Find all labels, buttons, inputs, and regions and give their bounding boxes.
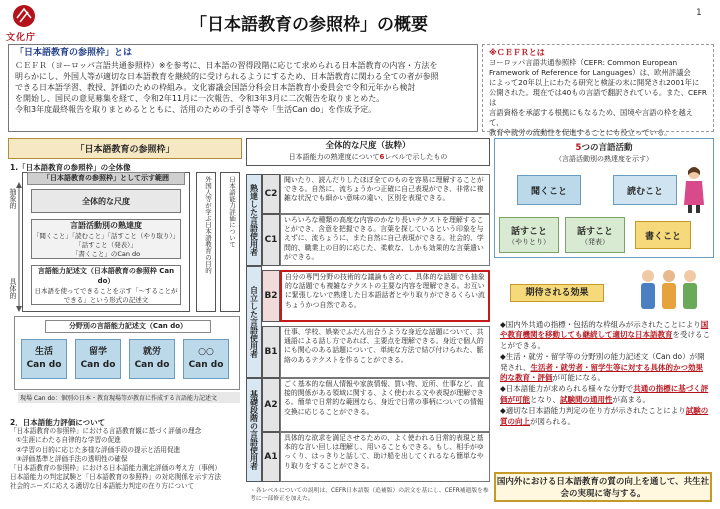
scale-arrow-icon [16, 182, 22, 312]
domain-cando: Can do [134, 360, 170, 370]
domain-study [75, 339, 121, 379]
five-activities-heading [499, 143, 709, 154]
activity-proficiency-box [31, 219, 181, 259]
effect-item: ◆国内外共通の指標・包括的な枠組みが示されたことにより国や教育機関を移動しても継続して適切な日本語教育を受けることができる。 [500, 320, 710, 350]
eval-item: 社会的ニーズに応える適切な日本語能力判定の在り方について [10, 482, 195, 491]
activity-speak-presentation-sub: （発表） [581, 237, 609, 246]
heading-post: つの言語活動 [581, 143, 633, 153]
abstract-label: 抽象的 [9, 188, 17, 209]
effect-highlight: 国や教育機関を移動しても継続して適切な日本語教育 [500, 320, 709, 340]
domain-cando: Can do [188, 360, 224, 370]
domain-work [129, 339, 175, 379]
level-a2-desc: ごく基本的な個人情報や家族情報、買い物、近所、仕事など、直接的関係がある領域に関する、よく使われる文や表現が理解できる。簡単で日常的な範囲なら、身近で日常の事柄についての情報交換に応じることができる。 [280, 378, 490, 432]
cefr-line: 言語資格を承認する根拠にもなるため、国境や言語の枠を越えて、 [489, 108, 694, 127]
level-c2-desc: 聞いたり、読んだりしたほぼ全てのものを容易に理解することができる。自然に、流ちょうかつ正確に自己表現ができ、非常に複雑な状況でも細かい意味の違い、区別を表現できる。 [280, 174, 490, 214]
overall-scale-footnote: ・各レベルについての説明は、CEFR日本語版（追補版）の訳文を基にし、CEFR補遺版を参考に一部修正を加えた。 [250, 488, 489, 502]
domain-cando: Can do [80, 360, 116, 370]
effect-text: 日本語能力が求められる様々な分野で [505, 384, 634, 394]
domain-study-label: 留学 [88, 347, 107, 357]
five-activities-box [494, 138, 714, 258]
final-goal-box: 国内外における日本語教育の質の向上を通して、共生社会の実現に寄与する。 [494, 472, 712, 502]
level-b1-desc: 仕事、学校、娯楽でふだん出合うような身近な話題について、共通語による話し方であれば、主要点を理解できる。身近で個人的にも関心のある話題について、単純な方法で結び付けられた、脈絡のあるテクストを作ることができる。 [280, 326, 490, 378]
effect-text: が高まる。 [612, 394, 650, 404]
subheading-pre: 日本語能力の熟達度について [288, 153, 380, 161]
level-a2: A2 [262, 378, 280, 432]
framework-scope-title: 「日本語教育の参照枠」として示す範囲 [27, 172, 185, 185]
band-proficient: 熟達した言語使用者 [246, 174, 262, 266]
logo-mark-icon [12, 4, 36, 28]
subheading-six: 6 [379, 153, 385, 161]
page-number: 1 [696, 8, 702, 18]
intro-line: を開始し、国民の意見募集を経て、令和2年11月に一次報告、令和3年3月に二次報告を取りまとめた。 [15, 94, 385, 103]
cefr-line: 教育や就労の流動性を促進することにも役立っている。 [489, 128, 672, 137]
people-illustration-icon [634, 266, 704, 314]
activity-speak-interaction-sub: （やりとり） [508, 237, 550, 246]
overall-scale-heading-box [246, 138, 490, 166]
heading-five: 5 [575, 143, 582, 153]
middle-panel [246, 138, 490, 504]
expected-effects-title: 期待される効果 [510, 284, 604, 302]
competence-title: 言語能力記述文（日本語教育の参照枠 Can do） [37, 267, 175, 285]
level-c1-desc: いろいろな種類の高度な内容のかなり長いテクストを理解することができ、含意を把握できる。言葉を探しているという印象を与えずに、流ちょうに、また自然に自己表現ができる。社会的、学問的、職業上の目的に応じた、柔軟な、しかも効果的な言葉遣いができる。 [280, 214, 490, 266]
activity-proficiency-sub2: 「書くこと」のCan do [71, 250, 141, 258]
subheading-post: レベルで示したもの [384, 153, 448, 161]
purpose-side-box: 外国人等が学ぶ日本語教育の目的 [196, 172, 216, 312]
left-panel-heading: 「日本語教育の参照枠」 [8, 138, 242, 159]
competence-sub: 日本語を使ってできることを示す「～することができる」という形式の記述文 [34, 287, 178, 304]
level-b2-desc: 自分の専門分野の技術的な議論も含めて、具体的な話題でも抽象的な話題でも複雑なテクストの主要な内容を理解できる。お互いに緊張しないで熟達した日本語話者とやり取りができるくらい流ちょうかつ自然である。 [280, 270, 490, 322]
speaker-illustration-icon [681, 165, 707, 213]
level-b2: B2 [262, 270, 280, 322]
domain-note: 現場 Can do：個別の日本・教育現場等が教育に作成する言語能力記述文 [18, 392, 240, 403]
level-b1: B1 [262, 326, 280, 378]
domain-other-label: ○○ [198, 347, 214, 357]
cefr-line: によって20年以上にわたる研究と検証の末に開発され2001年に [489, 78, 700, 87]
section1-heading: 1.「日本語教育の参照枠」の全体像 [10, 163, 131, 172]
activity-speak-interaction-label: 話すこと [510, 226, 547, 237]
cefr-line: 公開された。現在では40もの言語で翻訳されている。また、CEFR は [489, 88, 707, 107]
level-c2: C2 [262, 174, 280, 214]
eval-item: ①生涯にわたる自律的な学習の促進 [16, 436, 121, 445]
overall-scale-box: 全体的な尺度 [31, 189, 181, 213]
activity-read: 読むこと [613, 175, 677, 205]
activity-proficiency-title: 言語活動別の熟達度 [70, 221, 142, 230]
eval-item: 「日本語教育の参照枠」における言語教育観に基づく評価の理念 [10, 427, 202, 436]
effect-item: ◆適切な日本語能力判定の在り方が示されたことにより試験の質の向上が図られる。 [500, 406, 709, 426]
cefr-box [482, 44, 714, 137]
band-independent: 自立した言語使用者 [246, 266, 262, 378]
logo-text: 文化庁 [6, 33, 37, 43]
eval-item: 日本語能力の判定試験と「日本語教育の参照枠」の対応関係を示す方法 [10, 473, 221, 482]
eval-item: ②学習の目的に応じた多様な評価手段の提示と活用促進 [16, 445, 181, 454]
effect-highlight: 試験の質の向上 [500, 406, 709, 426]
evaluation-section [10, 418, 221, 492]
intro-line: 明らかにし、外国人等が適切な日本語教育を継続的に受けられるようにするため、日本語教育に関わる全ての者が参照 [15, 72, 439, 81]
eval-item: 「日本語教育の参照枠」における日本語能力測定評価の考え方（事例） [10, 464, 221, 473]
effect-highlight: 生活者・就労者・留学生等に対する具体的かつ効果的な教育・評価 [500, 362, 703, 383]
effect-highlight: 共通の指標に基づく評価が可能 [500, 384, 709, 404]
expected-effects-list [500, 320, 710, 428]
bunkacho-logo [6, 4, 54, 48]
activity-speak-interaction [499, 217, 559, 253]
five-activities-subheading: （言語活動別の熟達度を示す） [555, 155, 653, 163]
cefr-line: Framework of Reference for Languages）は、欧州評議会 [489, 68, 691, 77]
domain-other [183, 339, 229, 379]
effect-item: ◆生活・就労・留学等の分野別の能力記述文（Can do）が開発され、生活者・就労者・留学生等に対する具体的かつ効果的な教育・評価が可能になる。 [500, 352, 705, 383]
intro-line: できる日本語学習、教授、評価のための枠組み。文化審議会国語分科会日本語教育小委員会で令和元年から検討 [15, 83, 416, 92]
effect-item: ◆日本語能力が求められる様々な分野で共通の指標に基づく評価が可能となり、試験間の通用性が高まる。 [500, 384, 709, 404]
effect-text: 適切な日本語能力判定の在り方が示されたことにより [505, 406, 686, 416]
intro-box [8, 44, 478, 132]
band-basic: 基礎段階の言語使用者 [246, 378, 262, 482]
activity-write: 書くこと [635, 221, 691, 249]
left-panel [8, 138, 242, 504]
domain-life-label: 生活 [34, 347, 53, 357]
page-title: 「日本語教育の参照枠」の概要 [190, 15, 428, 35]
intro-heading: 「日本語教育の参照枠」とは [15, 48, 133, 58]
evaluation-side-box: 日本語能力評価について [220, 172, 240, 312]
effect-highlight: 試験間の通用性 [560, 394, 613, 404]
competence-descriptor-box [31, 265, 181, 305]
effect-text: 生活・就労・留学等の分野別の能力記述文（Can do）が開発され、 [500, 352, 705, 372]
intro-line: ＣＥＦＲ（ヨーロッパ言語共通参照枠）※を参考に、日本語の習得段階に応じて求められる日本語教育の内容・方法を [15, 61, 438, 70]
effect-text: が可能になる。 [552, 373, 605, 383]
overall-scale-subheading [247, 152, 489, 163]
domain-descriptor-title: 分野別の言語能力記述文（Can do） [45, 320, 211, 333]
activity-proficiency-sub1: 「聞くこと」「読むこと」「話すこと（やり取り）」「話すこと（発表）」 [32, 232, 180, 249]
framework-scope-box [22, 172, 190, 312]
domain-descriptor-box [14, 316, 240, 390]
effect-text: となり、 [530, 394, 560, 404]
overall-scale-heading: 全体的な尺度（抜粋） [325, 141, 411, 151]
domain-work-label: 就労 [142, 347, 161, 357]
cefr-line: ヨーロッパ言語共通参照枠（CEFR: Common European [489, 58, 678, 67]
cefr-heading: ※ＣＥＦＲとは [489, 48, 545, 57]
domain-life [21, 339, 67, 379]
level-a1: A1 [262, 432, 280, 482]
effect-text: を受けることができる。 [500, 330, 710, 350]
concrete-label: 具体的 [9, 278, 17, 299]
effect-text: が図られる。 [530, 416, 575, 426]
activity-speak-presentation-label: 話すこと [576, 226, 613, 237]
activity-listen: 聞くこと [517, 175, 581, 205]
activity-speak-presentation [565, 217, 625, 253]
eval-item: ③評価基準と評価手法の透明性の確保 [16, 454, 128, 463]
level-c1: C1 [262, 214, 280, 266]
level-a1-desc: 具体的な欲求を満足させるための、よく使われる日常的表現と基本的な言い回しは理解し、用いることもできる。もし、相手がゆっくり、はっきりと話して、助け船を出してくれるなら簡単なやり取りをすることができる。 [280, 432, 490, 482]
intro-line: 令和3年度最終報告を取りまとめるとともに、活用のための手引き等や「生活Can do」を作成予定。 [15, 105, 377, 114]
section2-heading: 2．日本語能力評価について [10, 418, 106, 427]
effect-text: 国内外共通の指標・包括的な枠組みが示されたことにより [505, 320, 701, 329]
domain-cando: Can do [26, 360, 62, 370]
right-panel [494, 138, 714, 504]
